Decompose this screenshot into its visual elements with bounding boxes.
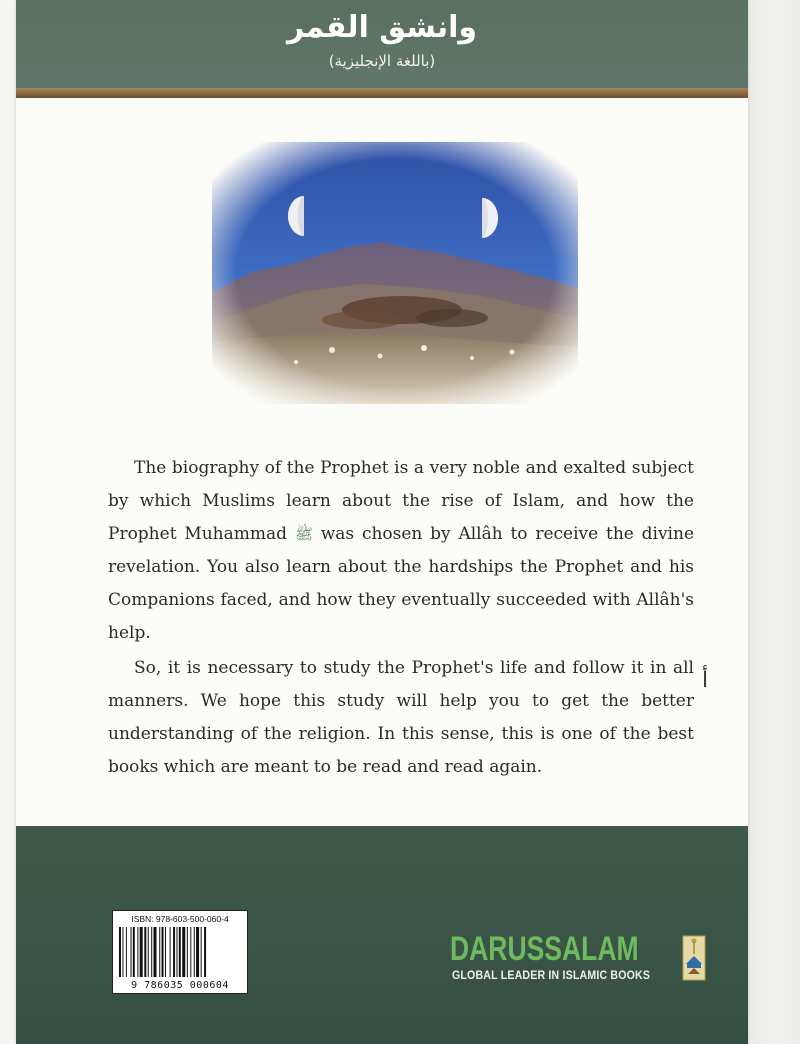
gold-divider — [16, 88, 748, 98]
blurb-paragraph-2: So, it is necessary to study the Prophet's life and follow it in all manners. We hope this study will help you to get the better understanding of the religion. In this sense, this is one of the best books which are meant to be read and read again. — [108, 658, 694, 777]
isbn-label: ISBN: 978-603-500-060-4 — [131, 914, 229, 924]
isbn-barcode — [112, 910, 248, 994]
arabic-title: وانشق القمر — [286, 10, 478, 45]
salutation-glyph: ﷺ — [294, 525, 313, 543]
publisher-tagline: GLOBAL LEADER IN ISLAMIC BOOKS — [452, 970, 651, 982]
arabic-subtitle: (باللغة الإنجليزية) — [328, 52, 436, 70]
book-stand-icon — [682, 934, 706, 982]
blurb-text — [108, 452, 694, 784]
footer-band — [16, 826, 748, 1044]
back-cover — [16, 0, 748, 1044]
publisher-name: DARUSSALAM — [450, 930, 639, 968]
blurb-paragraph-1-start: The biography of the Prophet is a very noble and exalted subject by which Muslims learn about the rise of Islam, and how the Prophet Muhammad — [108, 458, 694, 544]
header-band — [16, 0, 748, 88]
blurb-paragraph-1-end: was chosen by Allâh to receive the divine revelation. You also learn about the hardships the Prophet and his Companions faced, and how they eventually succeeded with Allâh's help. — [108, 524, 695, 643]
book-spine-edge — [748, 0, 800, 1044]
publisher-logo — [450, 930, 710, 990]
barcode-bars-icon — [119, 927, 241, 977]
barcode-digits: 9 786035 000604 — [131, 980, 229, 991]
blurb-paragraph-1 — [108, 452, 694, 650]
cover-photo-split-moon — [212, 142, 578, 404]
margin-handwritten-mark: أ — [702, 668, 709, 693]
